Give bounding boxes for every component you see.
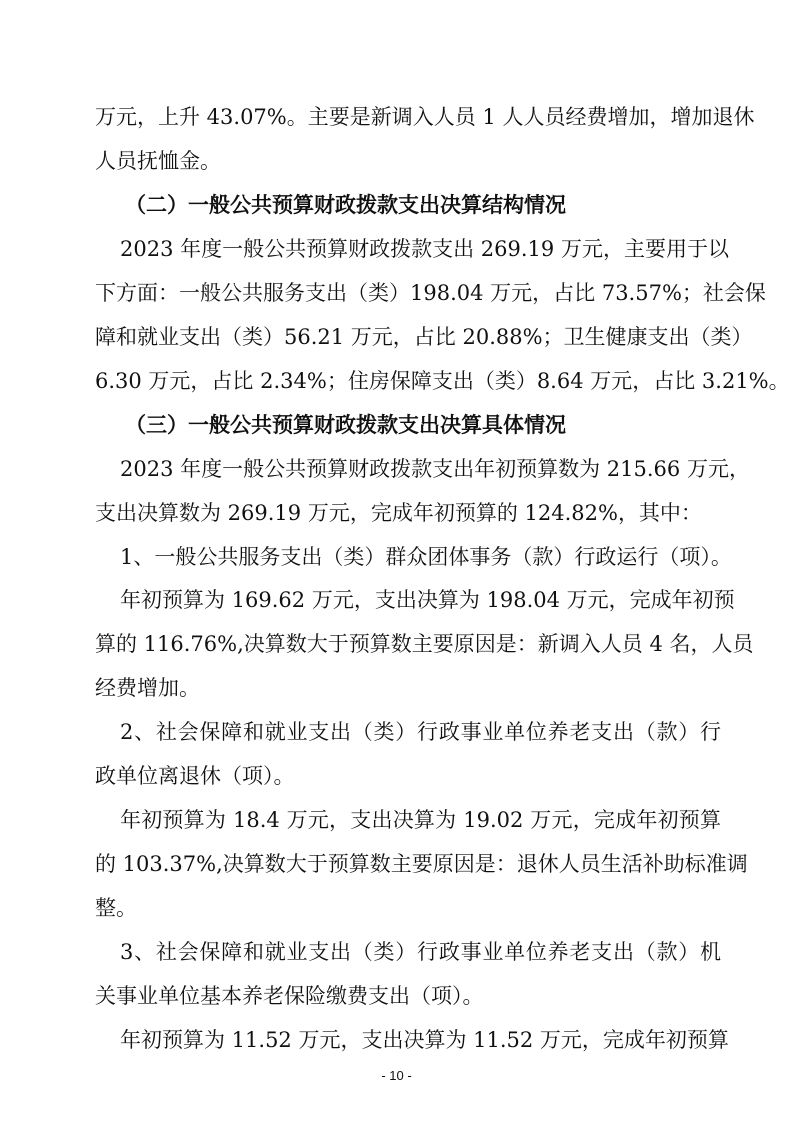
paragraph-line: 年初预算为 169.62 万元，支出决算为 198.04 万元，完成年初预 bbox=[120, 588, 735, 612]
paragraph-line: 年初预算为 11.52 万元，支出决算为 11.52 万元，完成年初预算 bbox=[120, 1028, 729, 1052]
paragraph-line: 6.30 万元，占比 2.34%；住房保障支出（类）8.64 万元，占比 3.21%。 bbox=[95, 369, 790, 393]
paragraph-line: 2023 年度一般公共预算财政拨款支出年初预算数为 215.66 万元， bbox=[120, 457, 750, 481]
paragraph-line: 关事业单位基本养老保险缴费支出（项）。 bbox=[95, 984, 484, 1008]
paragraph-line: 人员抚恤金。 bbox=[95, 149, 221, 173]
paragraph-line: 2、社会保障和就业支出（类）行政事业单位养老支出（款）行 bbox=[120, 720, 721, 744]
paragraph-line: 支出决算数为 269.19 万元，完成年初预算的 124.82%，其中： bbox=[95, 501, 702, 525]
paragraph-line: 的 103.37%,决算数大于预算数主要原因是：退休人员生活补助标准调 bbox=[95, 852, 748, 876]
paragraph-line: 障和就业支出（类）56.21 万元，占比 20.88%；卫生健康支出（类） bbox=[95, 325, 753, 349]
paragraph-line: 万元，上升 43.07%。主要是新调入人员 1 人人员经费增加，增加退休 bbox=[95, 105, 755, 129]
paragraph-line: 下方面：一般公共服务支出（类）198.04 万元，占比 73.57%；社会保 bbox=[95, 281, 766, 305]
paragraph-line: 算的 116.76%,决算数大于预算数主要原因是：新调入人员 4 名，人员 bbox=[95, 632, 754, 656]
paragraph-line: 1、一般公共服务支出（类）群众团体事务（款）行政运行（项）。 bbox=[120, 545, 732, 569]
section-heading: （三）一般公共预算财政拨款支出决算具体情况 bbox=[125, 413, 566, 437]
page-number: - 10 - bbox=[381, 1068, 412, 1083]
section-heading: （二）一般公共预算财政拨款支出决算结构情况 bbox=[125, 193, 566, 217]
paragraph-line: 年初预算为 18.4 万元，支出决算为 19.02 万元，完成年初预算 bbox=[120, 808, 721, 832]
paragraph-line: 整。 bbox=[95, 896, 137, 920]
paragraph-line: 3、社会保障和就业支出（类）行政事业单位养老支出（款）机 bbox=[120, 940, 721, 964]
paragraph-line: 经费增加。 bbox=[95, 676, 200, 700]
paragraph-line: 政单位离退休（项）。 bbox=[95, 764, 295, 788]
paragraph-line: 2023 年度一般公共预算财政拨款支出 269.19 万元，主要用于以 bbox=[120, 237, 729, 261]
